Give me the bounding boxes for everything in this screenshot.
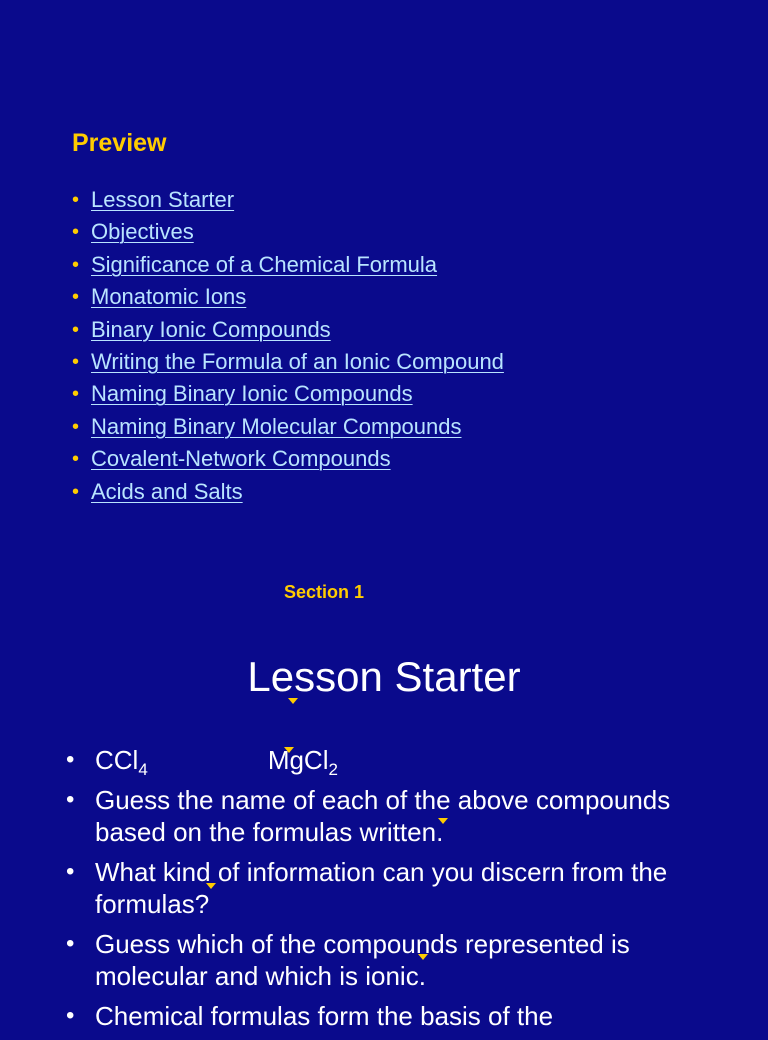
formula-mgcl2: MgCl$_2$ [267, 745, 338, 780]
preview-item-binary-ionic [72, 314, 504, 346]
link-covalent-network[interactable]: Covalent-Network Compounds [91, 446, 391, 472]
preview-item-objectives [72, 216, 504, 248]
bullet-icon: • [66, 858, 75, 885]
bullet-icon: • [72, 448, 80, 471]
preview-item-naming-molecular [72, 411, 504, 443]
point-guess-names [66, 784, 726, 848]
bullet-icon: • [72, 253, 80, 276]
formula-ccl4: CCl$_4$ [95, 745, 148, 780]
preview-link-list [72, 184, 504, 508]
bullet-icon: • [66, 786, 75, 813]
link-objectives[interactable]: Objectives [91, 219, 194, 245]
bullet-icon: • [66, 746, 75, 773]
preview-item-acids-salts [72, 476, 504, 508]
bullet-icon: • [72, 383, 80, 406]
bullet-icon: • [72, 318, 80, 341]
bullet-icon: • [72, 415, 80, 438]
preview-item-monatomic-ions [72, 281, 504, 313]
triangle-marker-icon [288, 698, 298, 704]
point-molecular-ionic [66, 928, 726, 992]
bullet-icon: • [72, 480, 80, 503]
bullet-icon: • [66, 930, 75, 957]
bullet-icon: • [72, 286, 80, 309]
lesson-starter-title: Lesson Starter [247, 653, 521, 700]
link-monatomic-ions[interactable]: Monatomic Ions [91, 284, 247, 310]
point-text: Chemical formulas form the basis of the [95, 1001, 554, 1031]
point-information [66, 856, 726, 920]
bullet-icon: • [72, 350, 80, 373]
link-naming-binary-ionic[interactable]: Naming Binary Ionic Compounds [91, 381, 413, 407]
section-label: Section 1 [284, 582, 365, 602]
point-chemical-formulas [66, 1000, 726, 1032]
preview-item-significance [72, 249, 504, 281]
bullet-icon: • [72, 189, 80, 211]
bullet-icon: • [66, 1002, 75, 1029]
bullet-icon: • [72, 221, 80, 244]
preview-heading: Preview [72, 129, 167, 157]
point-text: Guess the name of each of the above compounds based on the formulas written. [95, 785, 671, 847]
link-binary-ionic-compounds[interactable]: Binary Ionic Compounds [91, 316, 331, 342]
point-text: What kind of information can you discern from the formulas? [95, 857, 668, 919]
link-naming-binary-molecular[interactable]: Naming Binary Molecular Compounds [91, 413, 462, 439]
preview-item-writing-formula [72, 346, 504, 378]
link-writing-formula[interactable]: Writing the Formula of an Ionic Compound [91, 348, 504, 374]
link-significance-of-chemical-formula[interactable]: Significance of a Chemical Formula [91, 251, 438, 277]
lesson-starter-points [66, 744, 726, 1040]
preview-item-lesson-starter [72, 184, 504, 216]
link-lesson-starter[interactable]: Lesson Starter [91, 187, 235, 212]
link-acids-and-salts[interactable]: Acids and Salts [91, 478, 243, 504]
point-text: Guess which of the compounds represented is molecular and which is ionic. [95, 929, 630, 991]
preview-item-naming-ionic [72, 378, 504, 410]
preview-item-covalent-network [72, 443, 504, 475]
formula-row [66, 744, 726, 780]
